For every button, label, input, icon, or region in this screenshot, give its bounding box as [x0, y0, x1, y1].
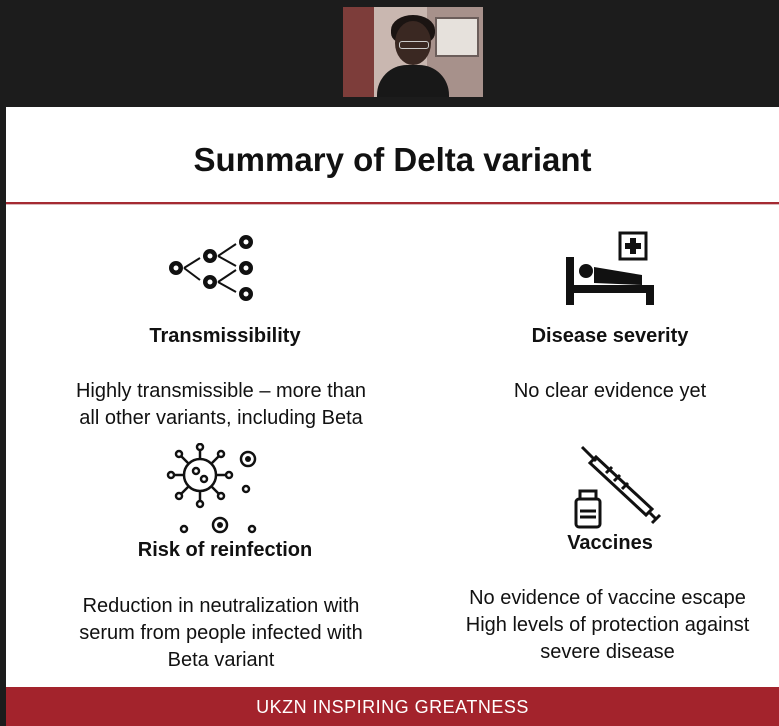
slide-title: Summary of Delta variant — [193, 141, 592, 178]
body-risk-of-reinfection — [36, 593, 406, 674]
video-window — [435, 17, 479, 57]
body-line: No evidence of vaccine escape — [469, 587, 746, 609]
body-disease-severity — [440, 378, 779, 405]
title-divider-shadow — [6, 204, 779, 205]
participant-video-tile[interactable] — [343, 7, 483, 97]
heading-transmissibility: Transmissibility — [149, 325, 301, 347]
body-line: all other variants, including Beta — [79, 407, 363, 429]
body-line: Reduction in neutralization with — [82, 595, 360, 617]
body-line: severe disease — [540, 641, 675, 663]
virus-particles-icon — [166, 443, 266, 539]
slide-footer — [6, 687, 779, 726]
heading-risk-of-reinfection: Risk of reinfection — [137, 539, 313, 561]
hospital-bed-icon — [562, 231, 658, 307]
body-line: Beta variant — [167, 649, 275, 671]
presentation-slide — [6, 107, 779, 726]
body-line: Highly transmissible – more than — [75, 380, 367, 402]
body-transmissibility — [36, 378, 406, 432]
footer-text: UKZN INSPIRING GREATNESS — [256, 697, 529, 717]
body-line: No clear evidence yet — [513, 380, 707, 402]
heading-vaccines: Vaccines — [567, 532, 653, 554]
participant-glasses — [399, 41, 429, 49]
body-vaccines — [436, 585, 779, 666]
body-line: serum from people infected with — [79, 622, 363, 644]
syringe-vial-icon — [566, 443, 662, 529]
virus-spread-icon — [164, 232, 264, 302]
heading-disease-severity: Disease severity — [531, 325, 689, 347]
body-line: High levels of protection against — [465, 614, 750, 636]
